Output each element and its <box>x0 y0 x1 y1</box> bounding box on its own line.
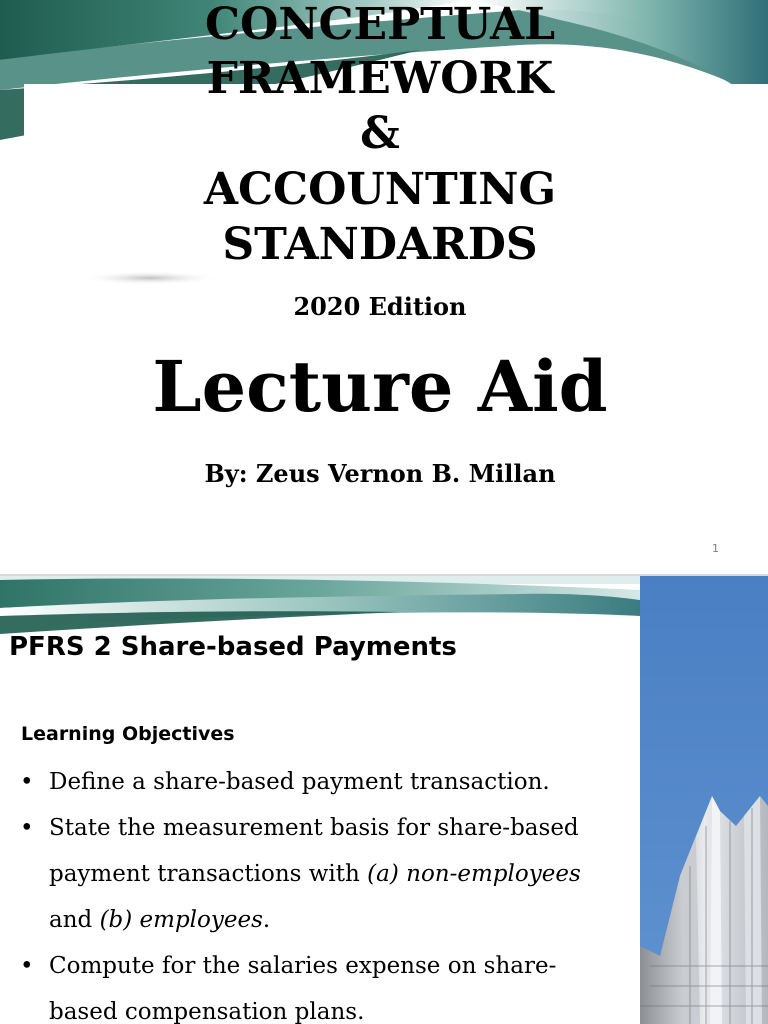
bullet-icon: • <box>20 953 34 979</box>
decorative-swoosh-graphic <box>0 576 640 636</box>
presentation-title <box>0 0 760 272</box>
list-item <box>20 943 620 1024</box>
objective-text-part: and <box>49 907 100 933</box>
bullet-icon: • <box>20 815 34 841</box>
edition-label: 2020 Edition <box>293 292 467 321</box>
title-line: CONCEPTUAL <box>204 0 556 50</box>
building-photo <box>640 576 768 1024</box>
objective-text-italic: (a) non-employees <box>367 861 581 887</box>
objective-text <box>49 815 581 933</box>
learning-objectives-label: Learning Objectives <box>21 723 235 745</box>
title-line: & <box>360 108 400 159</box>
title-line: ACCOUNTING <box>203 164 557 215</box>
list-item <box>20 759 620 805</box>
list-item <box>20 805 620 943</box>
objective-text-part: State the measurement basis for share-based payment transactions with <box>49 815 579 887</box>
objective-text-part: . <box>262 907 271 933</box>
objective-text-italic: (b) employees <box>99 907 263 933</box>
bullet-icon: • <box>20 769 34 795</box>
objective-text: Compute for the salaries expense on share-based compensation plans. <box>49 953 557 1024</box>
subtitle-lecture-aid: Lecture Aid <box>152 345 608 428</box>
content-slide <box>0 576 768 1024</box>
title-line: STANDARDS <box>222 219 538 270</box>
objective-text: Define a share-based payment transaction. <box>49 769 550 795</box>
slide-heading: PFRS 2 Share-based Payments <box>9 632 457 662</box>
author-byline: By: Zeus Vernon B. Millan <box>204 459 556 488</box>
page-number: 1 <box>712 542 719 555</box>
title-line: FRAMEWORK <box>206 53 554 104</box>
objectives-list <box>20 759 620 1024</box>
